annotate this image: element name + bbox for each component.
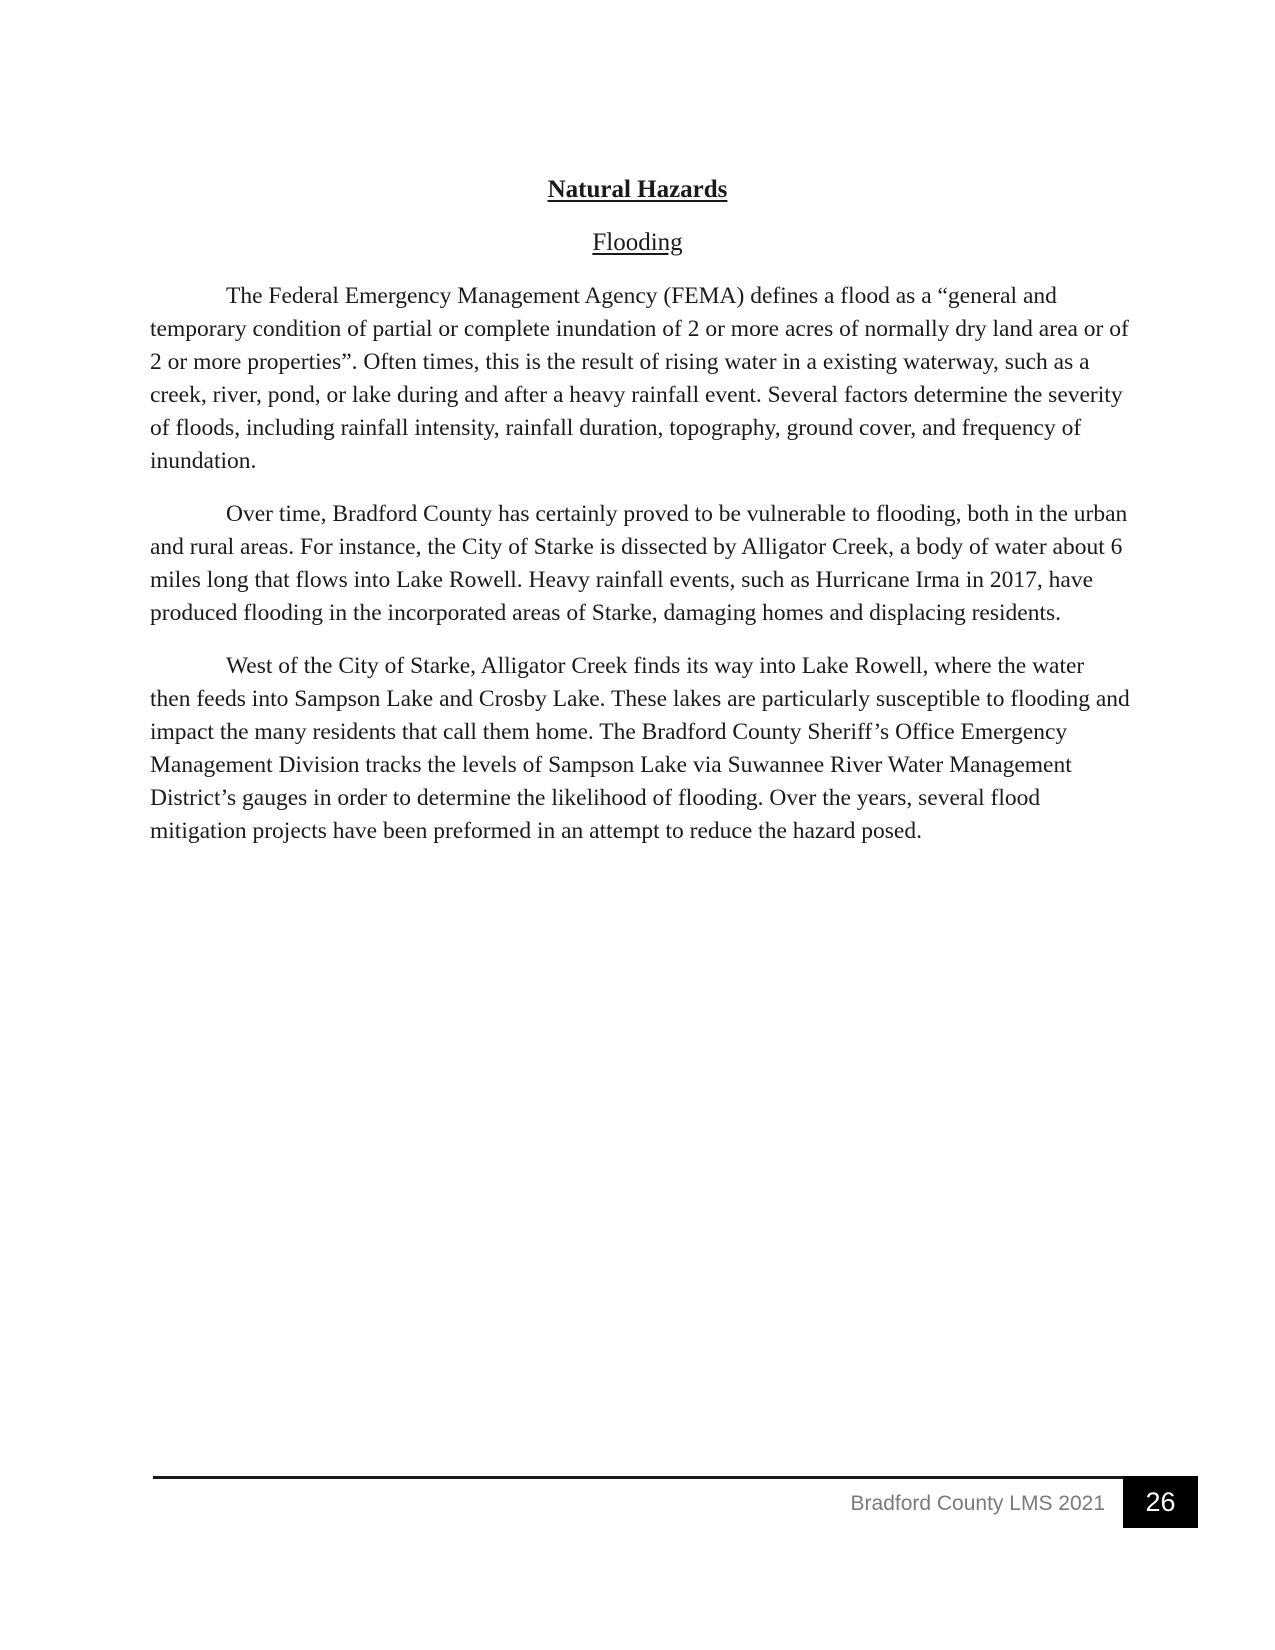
footer-label: Bradford County LMS 2021 — [850, 1492, 1105, 1515]
body-text — [150, 280, 1130, 868]
paragraph: Over time, Bradford County has certainly proved to be vulnerable to flooding, both in the urban and rural areas. For instance, the City of Starke is dissected by Alligator Creek, a body of water about 6 miles long that flows into Lake Rowell. Heavy rainfall events, such as Hurricane Irma in 2017, have produced flooding in the incorporated areas of Starke, damaging homes and displacing residents. — [150, 501, 1128, 626]
section-heading: Natural Hazards — [547, 176, 728, 203]
page-number: 26 — [1123, 1476, 1198, 1528]
subsection-heading: Flooding — [592, 229, 683, 256]
paragraph: The Federal Emergency Management Agency (FEMA) defines a flood as a “general and temporary condition of partial or complete inundation of 2 or more acres of normally dry land area or of 2 or more properties”. Often times, this is the result of rising water in a existing waterway, such as a creek, river, pond, or lake during and after a heavy rainfall event. Several factors determine the severity of floods, including rainfall intensity, rainfall duration, topography, ground cover, and frequency of inundation. — [150, 283, 1129, 474]
footer-divider — [153, 1476, 1198, 1479]
paragraph: West of the City of Starke, Alligator Creek finds its way into Lake Rowell, where the water then feeds into Sampson Lake and Crosby Lake. These lakes are particularly susceptible to flooding and impact the many residents that call them home. The Bradford County Sheriff’s Office Emergency Management Division tracks the levels of Sampson Lake via Suwannee River Water Management District’s gauges in order to determine the likelihood of flooding. Over the years, several flood mitigation projects have been preformed in an attempt to reduce the hazard posed. — [150, 653, 1130, 844]
